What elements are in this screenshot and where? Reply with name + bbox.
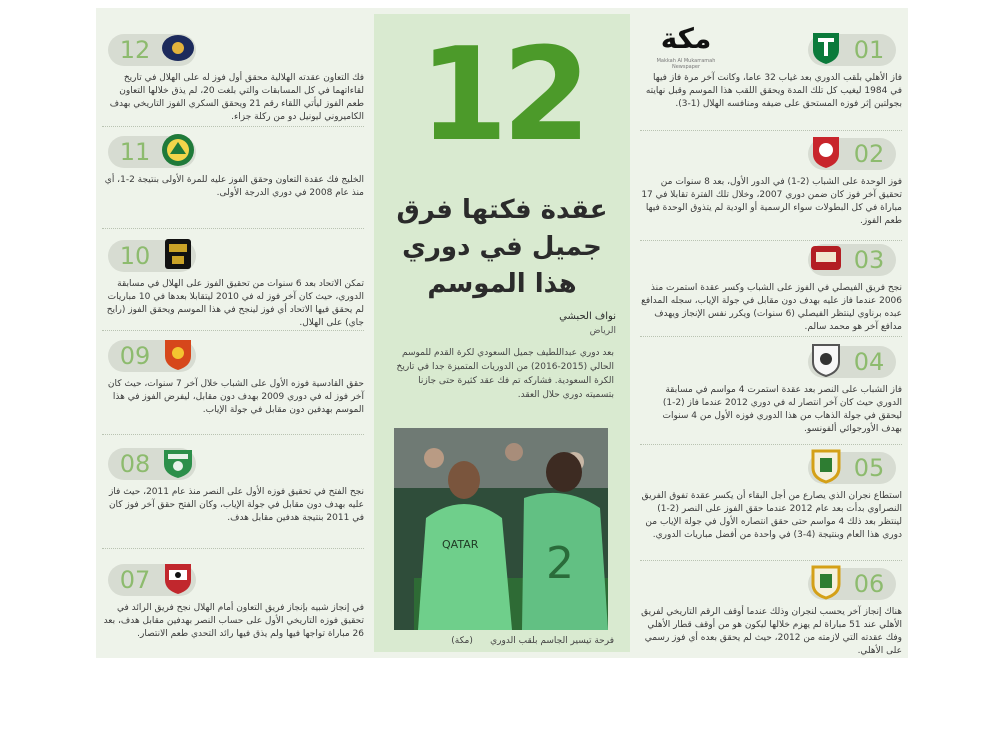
masthead-logo: مكة bbox=[660, 22, 712, 55]
feature-big-number: 12 bbox=[418, 21, 586, 170]
item-number: 07 bbox=[119, 566, 151, 594]
divider bbox=[102, 434, 364, 435]
raed-logo-icon bbox=[160, 560, 196, 596]
item-text: هناك إنجاز آخر يحسب لنجران وذلك عندما أوقف الرقم التاريخي لفريق الأهلي عند 51 مباراة لم يهزم خلالها ليكون هو من أوقف قطار الأهلي وفك عقدته التي لازمته من 2012، حيث لم يحقق بعده أي فوز رسمي على الأهلي. bbox=[641, 607, 902, 656]
wahda-logo-icon bbox=[808, 134, 844, 170]
divider bbox=[102, 126, 364, 127]
item-number: 12 bbox=[119, 36, 151, 64]
ittihad-logo-icon bbox=[160, 236, 196, 272]
fateh-logo-icon bbox=[160, 444, 196, 480]
shabab-logo-icon bbox=[808, 342, 844, 378]
item-text: في إنجاز شبيه بإنجاز فريق التعاون أمام الهلال نجح فريق الرائد في تحقيق فوزه التاريخي الأول على حساب النصر بهدفين مقابل هدف، بعد 26 مباراة تواجها فيها ولم يذق فيها رائد التحدي طعم الانتصار. bbox=[103, 603, 364, 639]
divider bbox=[102, 548, 364, 549]
item-text: فك التعاون عقدته الهلالية محقق أول فوز له على الهلال في تاريخ لقاءاتهما في كل المسابقات والتي بلغت 20، لم يذق خلالها التعاون طعم الفوز ليأتي اللقاء رقم 21 ويحقق السكري الفوز التاريخي بهدف الكاميروني ليونيل دو من ركلة جزاء. bbox=[109, 73, 364, 122]
item-number: 10 bbox=[119, 242, 151, 270]
item-number: 05 bbox=[853, 454, 885, 482]
ahli-logo-icon bbox=[808, 30, 844, 66]
svg-text:QATAR: QATAR bbox=[442, 538, 479, 551]
left-column bbox=[96, 8, 370, 658]
najran-logo-icon bbox=[808, 448, 844, 484]
divider bbox=[640, 240, 902, 241]
divider bbox=[640, 444, 902, 445]
item-text: فوز الوحدة على الشباب (2-1) في الدور الأول، بعد 8 سنوات من تحقيق آخر فوز كان ضمن دوري 2007، وخلال تلك الفترة تقابلا في 17 مباراة في كل البطولات سواء الرسمية أو الودية لم يتذوق الوحدة فيها طعم الفوز. bbox=[641, 177, 902, 226]
item-number: 01 bbox=[853, 36, 885, 64]
item-number: 04 bbox=[853, 348, 885, 376]
headline-line: عقدة فكتها فرق bbox=[396, 195, 608, 225]
caption-text: فرحة تيسير الجاسم بلقب الدوري bbox=[490, 636, 614, 646]
faisaly-logo-icon bbox=[808, 240, 844, 276]
feature-intro: بعد دوري عبداللطيف جميل السعودي لكرة القدم للموسم الحالي (2015-2016) من الدوريات المتميزة جدا في تاريخ الكرة السعودية. فشاركه تم فك عقد كثيرة حتى جازنا بتسميته دوري حلال العقد. bbox=[396, 348, 614, 400]
caption-credit: (مكة) bbox=[451, 636, 473, 646]
photo-caption bbox=[390, 636, 614, 646]
masthead-subtitle: Makkah Al Mukarramah Newspaper bbox=[656, 58, 716, 70]
headline-line: جميل في دوري bbox=[402, 232, 602, 262]
divider bbox=[102, 330, 364, 331]
item-text: حقق القادسية فوزه الأول على الشباب خلال آخر 7 سنوات، حيث كان آخر فوز له في دوري 2009 بهدف دون مقابل، ليفرض الفوز في هذا الموسم بهدفين دون مقابل في جولة الإياب. bbox=[107, 379, 364, 415]
divider bbox=[102, 228, 364, 229]
najran-logo-icon bbox=[808, 564, 844, 600]
item-number: 06 bbox=[853, 570, 885, 598]
author-name: نواف الحبشي bbox=[559, 311, 616, 322]
item-number: 03 bbox=[853, 246, 885, 274]
item-text: الخليج فك عقدة التعاون وحقق الفوز عليه للمرة الأولى بنتيجة 2-1، أي منذ عام 2008 في دوري الدرجة الأولى. bbox=[104, 175, 364, 198]
item-text: تمكن الاتحاد بعد 6 سنوات من تحقيق الفوز على الهلال في مسابقة الدوري، حيث كان آخر فوز له في 2010 ليتقابلا بعدها في 10 مباريات لم يحقق فيها الاتحاد أي فوز لينجح في هذا الموسم ويحقق الفوز (رايح جاي) على الهلال. bbox=[106, 279, 364, 328]
item-text: استطاع نجران الذي يصارع من أجل البقاء أن يكسر عقدة تفوق الفريق النصراوي بدأت بعد عام 2012 عندما حقق الفوز على النصر (2-1) لينتظر بعد ذلك 4 مواسم حتى حقق انتصاره الأول في جولة الإياب من دوري هذا العام وبنتيجة (4-3) في واحدة من أفضل مباريات الدوري. bbox=[641, 491, 902, 540]
khaleej-logo-icon bbox=[160, 132, 196, 168]
feature-column bbox=[374, 14, 630, 652]
headline-line: هذا الموسم bbox=[427, 269, 577, 299]
divider bbox=[640, 560, 902, 561]
item-text: فاز الأهلي بلقب الدوري بعد غياب 32 عاما، وكانت آخر مرة فاز فيها في 1984 ليغيب كل تلك المدة ويحقق اللقب هذا الموسم وقبل نهايته بجولتين إثر فوزه المستحق على ضيفه ومنافسه الهلال (1-3). bbox=[645, 73, 902, 109]
item-number: 09 bbox=[119, 342, 151, 370]
feature-headline bbox=[382, 192, 622, 303]
feature-photo bbox=[394, 428, 608, 630]
divider bbox=[640, 130, 902, 131]
item-number: 08 bbox=[119, 450, 151, 478]
right-column bbox=[634, 8, 908, 658]
taawoun-logo-icon bbox=[160, 30, 196, 66]
item-number: 02 bbox=[853, 140, 885, 168]
qadsiah-logo-icon bbox=[160, 336, 196, 372]
svg-text:2: 2 bbox=[546, 538, 574, 589]
item-text: نجح الفتح في تحقيق فوزه الأول على النصر منذ عام 2011، حيث فاز عليه بهدف دون مقابل في جولة الإياب، وكان الفتح حقق آخر فوز كان في 2011 بنتيجة هدفين مقابل هدف. bbox=[108, 487, 364, 523]
item-text: نجح فريق الفيصلي في الفوز على الشباب وكسر عقدة استمرت منذ 2006 عندما فاز عليه بهدف دون مقابل في جولة الإياب، سجله المدافع عبده برناوي لينتظر الفيصلي (6 سنوات) ويكرر نفس الإنجاز ويهدف مدافع آخر هو محمد سالم. bbox=[641, 283, 902, 332]
divider bbox=[640, 336, 902, 337]
player-photo-image bbox=[394, 428, 608, 630]
newspaper-page bbox=[96, 8, 908, 658]
item-text: فاز الشباب على النصر بعد عقدة استمرت 4 مواسم في مسابقة الدوري حيث كان آخر انتصار له في دوري 2012 عندما فاز (2-1) ليحقق في جولة الذهاب من هذا الدوري فوزه الأول من 4 سنوات بهدف الأورجوائي ألفونسو. bbox=[662, 385, 902, 434]
dateline-city: الرياض bbox=[589, 326, 616, 336]
item-number: 11 bbox=[119, 138, 151, 166]
